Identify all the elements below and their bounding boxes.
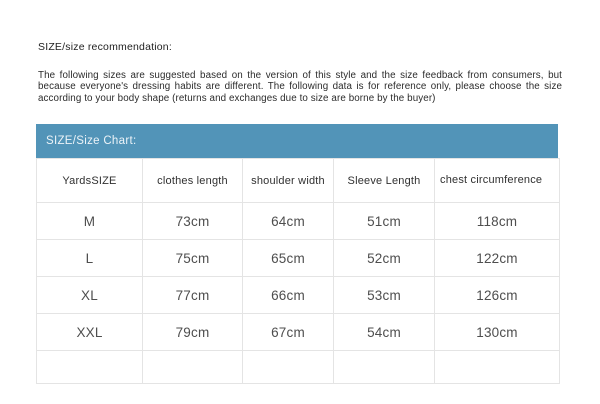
table-row-m <box>37 203 560 240</box>
cell-clothes-length: 79cm <box>143 314 243 351</box>
cell-sleeve-length: 52cm <box>334 240 435 277</box>
cell-chest-circumference: 126cm <box>435 277 560 314</box>
size-recommendation-heading: SIZE/size recommendation: <box>38 41 172 53</box>
cell-size: XL <box>37 277 143 314</box>
table-row-empty <box>37 351 560 384</box>
cell-clothes-length: 73cm <box>143 203 243 240</box>
cell-chest-circumference: 118cm <box>435 203 560 240</box>
empty-cell <box>334 351 435 384</box>
table-row-l <box>37 240 560 277</box>
size-recommendation-text: The following sizes are suggested based on the version of this style and the size feedback from consumers, but because everyone's dressing habits are different. The following data is for reference only, please choose the size according to your body shape (returns and exchanges due to size are borne by the buyer) <box>38 70 562 104</box>
size-chart-table <box>36 158 560 384</box>
cell-size: M <box>37 203 143 240</box>
size-chart-title-bar <box>36 124 558 158</box>
empty-cell <box>143 351 243 384</box>
size-chart-title: SIZE/Size Chart: <box>46 135 137 147</box>
column-header-sleeve-length: Sleeve Length <box>334 159 435 203</box>
cell-shoulder-width: 65cm <box>243 240 334 277</box>
empty-cell <box>435 351 560 384</box>
empty-cell <box>37 351 143 384</box>
cell-sleeve-length: 53cm <box>334 277 435 314</box>
cell-size: XXL <box>37 314 143 351</box>
cell-sleeve-length: 51cm <box>334 203 435 240</box>
column-header-shoulder-width: shoulder width <box>243 159 334 203</box>
cell-shoulder-width: 64cm <box>243 203 334 240</box>
cell-sleeve-length: 54cm <box>334 314 435 351</box>
cell-size: L <box>37 240 143 277</box>
table-row-xxl <box>37 314 560 351</box>
cell-chest-circumference: 122cm <box>435 240 560 277</box>
column-header-size: YardsSIZE <box>37 159 143 203</box>
cell-clothes-length: 75cm <box>143 240 243 277</box>
cell-shoulder-width: 67cm <box>243 314 334 351</box>
column-header-clothes-length: clothes length <box>143 159 243 203</box>
empty-cell <box>243 351 334 384</box>
cell-clothes-length: 77cm <box>143 277 243 314</box>
cell-shoulder-width: 66cm <box>243 277 334 314</box>
column-header-chest-circumference: chest circumference <box>435 159 560 203</box>
cell-chest-circumference: 130cm <box>435 314 560 351</box>
table-header-row <box>37 159 560 203</box>
table-row-xl <box>37 277 560 314</box>
